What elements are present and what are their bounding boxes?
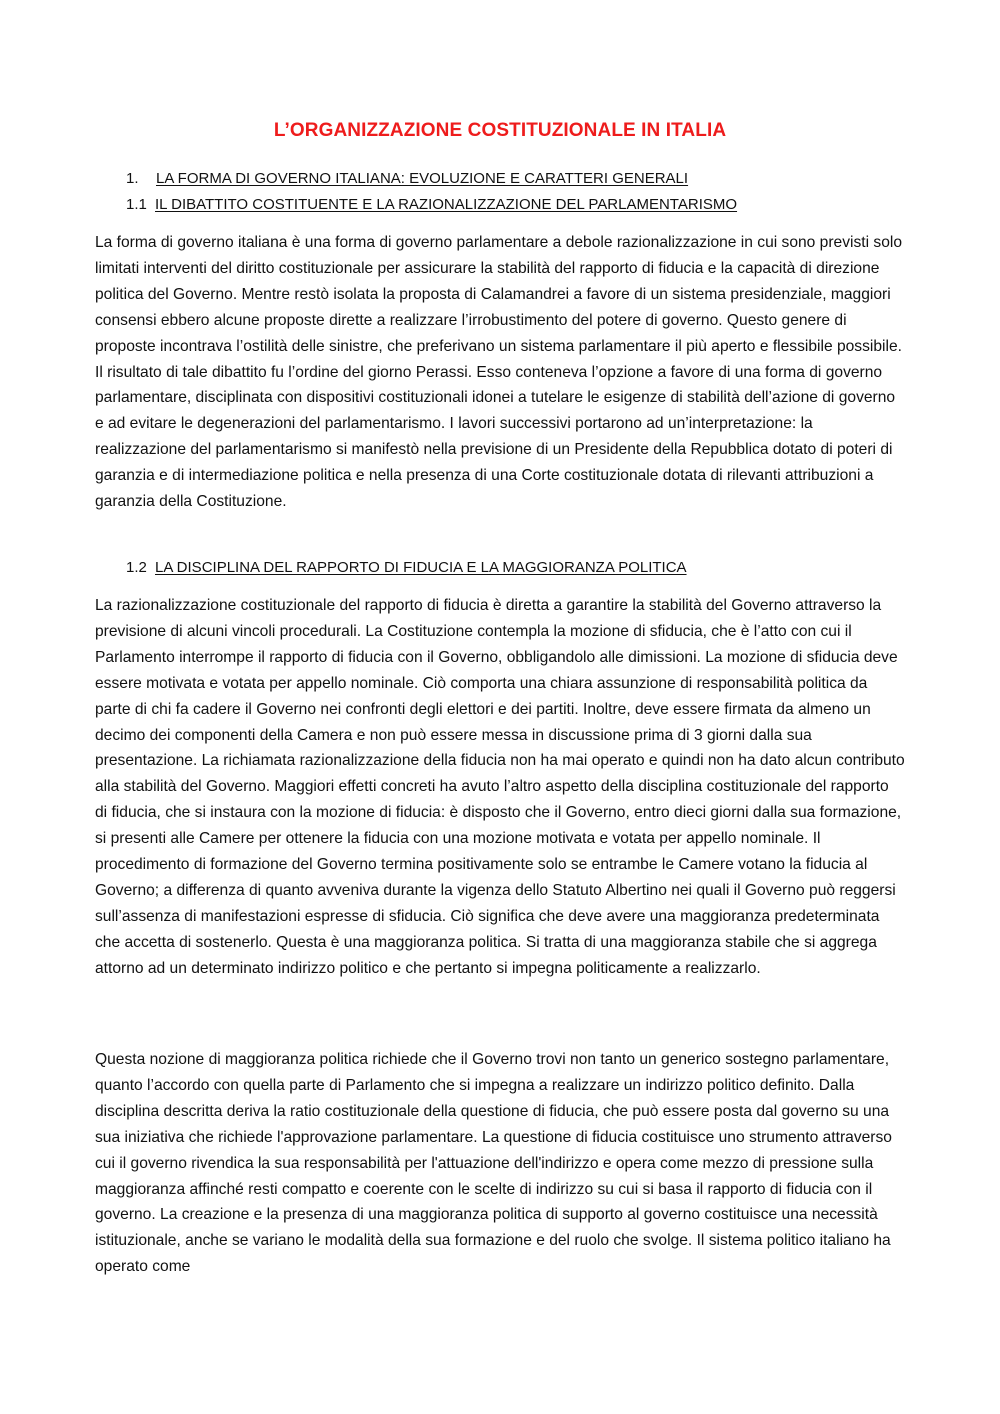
section-title: LA FORMA DI GOVERNO ITALIANA: EVOLUZIONE E CARATTERI GENERALI: [156, 170, 689, 187]
section-heading-1-2: [126, 558, 687, 578]
section-number: 1.1: [126, 196, 147, 213]
section-title: IL DIBATTITO COSTITUENTE E LA RAZIONALIZZAZIONE DEL PARLAMENTARISMO: [155, 196, 738, 213]
paragraph-2: La razionalizzazione costituzionale del rapporto di fiducia è diretta a garantire la stabilità del Governo attraverso la previsione di alcuni vincoli procedurali. La Costituzione contempla la mozione di sfiducia, che è l’atto con cui il Parlamento interrompe il rapporto di fiducia con il Governo, obbligandolo alle dimissioni. La mozione di sfiducia deve essere motivata e votata per appello nominale. Ciò comporta una chiara assunzione di responsabilità politica da parte di chi fa cadere il Governo nei confronti degli elettori e dei partiti. Inoltre, deve essere firmata da almeno un decimo dei componenti della Camera e non può essere messa in discussione prima di 3 giorni dalla sua presentazione. La richiamata razionalizzazione della fiducia non ha mai operato e quindi non ha dato alcun contributo alla stabilità del Governo. Maggiori effetti concreti ha avuto l’altro aspetto della disciplina costituzionale del rapporto di fiducia, che si instaura con la mozione di fiducia: è disposto che il Governo, entro dieci giorni dalla sua formazione, si presenti alle Camere per ottenere la fiducia con una mozione motivata e votata per appello nominale. Il procedimento di formazione del Governo termina positivamente solo se entrambe le Camere votano la fiducia al Governo; a differenza di quanto avveniva durante la vigenza dello Statuto Albertino nei quali il Governo può reggersi sull’assenza di manifestazioni espresse di sfiducia. Ciò significa che deve avere una maggioranza predeterminata che accetta di sostenerlo. Questa è una maggioranza politica. Si tratta di una maggioranza stabile che si aggrega attorno ad un determinato indirizzo politico e che pertanto si impegna politicamente a realizzarlo.: [95, 597, 905, 977]
section-heading-1: [126, 169, 688, 189]
paragraph-3: Questa nozione di maggioranza politica richiede che il Governo trovi non tanto un generico sostegno parlamentare, quanto l’accordo con quella parte di Parlamento che si impegna a realizzare un indirizzo politico definito. Dalla disciplina descritta deriva la ratio costituzionale della questione di fiducia, che può essere posta dal governo su una sua iniziativa che richiede l'approvazione parlamentare. La questione di fiducia costituisce uno strumento attraverso cui il governo rivendica la sua responsabilità per l'attuazione dell'indirizzo e opera come mezzo di pressione sulla maggioranza affinché resti compatto e coerente con le scelte di indirizzo su cui si basa il rapporto di fiducia con il governo. La creazione e la presenza di una maggioranza politica di supporto al governo costituisce una necessità istituzionale, anche se variano le modalità della sua formazione e del ruolo che svolge. Il sistema politico italiano ha operato come: [95, 1051, 892, 1276]
section-heading-1-1: [126, 195, 737, 215]
section-number: 1.: [126, 170, 139, 187]
section-number: 1.2: [126, 559, 147, 576]
section-title: LA DISCIPLINA DEL RAPPORTO DI FIDUCIA E LA MAGGIORANZA POLITICA: [155, 559, 687, 576]
paragraph-1: La forma di governo italiana è una forma di governo parlamentare a debole razionalizzazione in cui sono previsti solo limitati interventi del diritto costituzionale per assicurare la stabilità del rapporto di fiducia e la capacità di direzione politica del Governo. Mentre restò isolata la proposta di Calamandrei a favore di un sistema presidenziale, maggiori consensi ebbero alcune proposte dirette a realizzare l’irrobustimento del potere di governo. Questo genere di proposte incontrava l’ostilità delle sinistre, che preferivano un sistema parlamentare il più aperto e flessibile possibile. Il risultato di tale dibattito fu l’ordine del giorno Perassi. Esso conteneva l’opzione a favore di una forma di governo parlamentare, disciplinata con dispositivi costituzionali idonei a tutelare le esigenze di stabilità dell’azione di governo e ad evitare le degenerazioni del parlamentarismo. I lavori successivi portarono ad un’interpretazione: la realizzazione del parlamentarismo si manifestò nella previsione di un Presidente della Repubblica dotato di poteri di garanzia e di intermediazione politica e nella presenza di una Corte costituzionale dotata di rilevanti attribuzioni a garanzia della Costituzione.: [95, 234, 903, 511]
document-title: L’ORGANIZZAZIONE COSTITUZIONALE IN ITALIA: [273, 120, 727, 141]
